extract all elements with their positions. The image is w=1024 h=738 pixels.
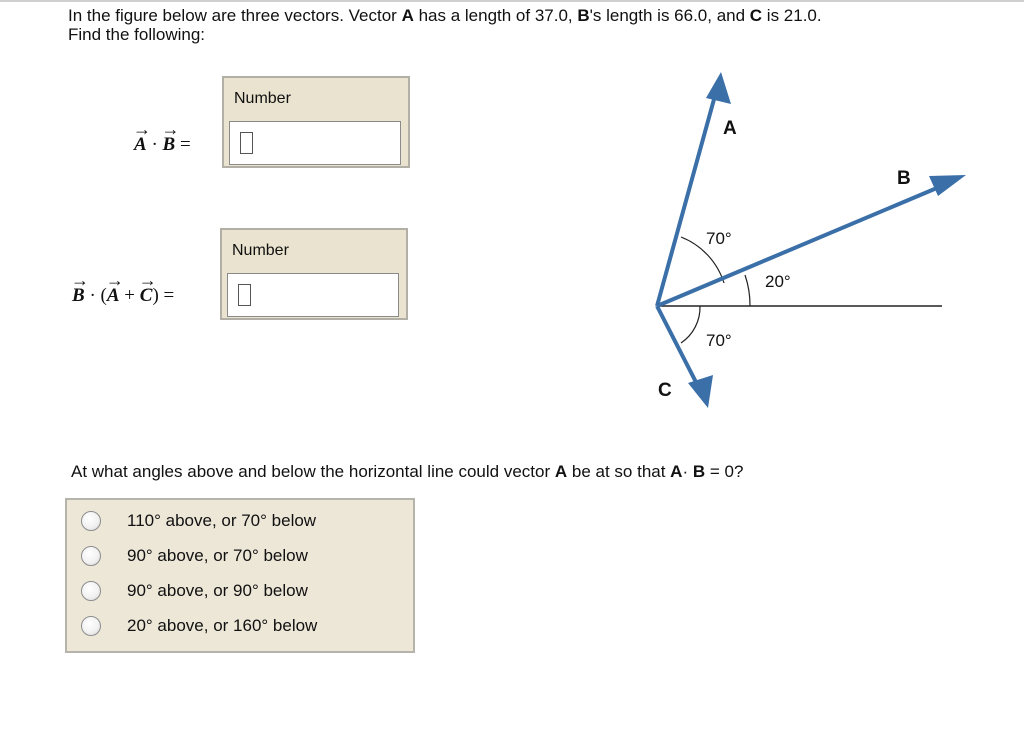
choice-option[interactable] — [81, 613, 317, 639]
radio-button-icon[interactable] — [81, 511, 101, 531]
vector-b-symbol: → B — [72, 285, 85, 307]
choice-option[interactable] — [81, 578, 308, 604]
choice-label: 90° above, or 90° below — [127, 581, 308, 600]
question-vector-b: B — [688, 462, 706, 481]
intro-text: has a length of 37.0, — [413, 6, 578, 25]
vector-arrows — [657, 92, 944, 390]
question-vector-a: A — [670, 462, 683, 481]
choice-label: 20° above, or 160° below — [127, 616, 318, 635]
vector-b-arrow — [657, 185, 944, 306]
question-dot: · — [682, 462, 689, 481]
radio-button-icon[interactable] — [81, 616, 101, 636]
choice-option[interactable] — [81, 543, 308, 569]
angle-arc-middle — [745, 275, 750, 306]
vector-b-arrowhead — [929, 175, 966, 196]
problem-line-2: Find the following: — [68, 25, 206, 44]
angle-label-middle: 20° — [765, 272, 791, 291]
label-vector-c: C — [658, 380, 672, 401]
label-vector-b: B — [897, 168, 911, 189]
intro-text: is 21.0. — [762, 6, 822, 25]
choices-panel — [65, 498, 415, 653]
label-vector-a: A — [723, 118, 737, 139]
question-text: At what angles above and below the horizontal line could vector — [71, 462, 555, 481]
intro-text: 's length is 66.0, and — [589, 6, 750, 25]
intro-vector-b: B — [577, 6, 590, 25]
dot-operator: · — [89, 285, 96, 306]
intro-text: In the figure below are three vectors. Vector — [68, 6, 402, 25]
intro-vector-a: A — [401, 6, 414, 25]
multiple-choice-question — [71, 462, 743, 482]
choice-option[interactable] — [81, 508, 316, 534]
question-text: = 0? — [705, 462, 744, 481]
number-label: Number — [234, 90, 291, 107]
intro-vector-c: C — [749, 6, 763, 25]
dot-operator: · — [151, 134, 158, 155]
vector-a-symbol: → A — [107, 285, 120, 307]
question-text: be at so that — [567, 462, 671, 481]
left-paren: ( — [100, 285, 107, 306]
equals-sign: = — [163, 285, 175, 306]
angle-label-upper: 70° — [706, 229, 732, 248]
vector-b-symbol: → B — [163, 134, 176, 156]
equals-sign: = — [179, 134, 191, 155]
number-label: Number — [232, 242, 289, 259]
choice-label: 110° above, or 70° below — [127, 511, 317, 530]
plus-operator: + — [124, 285, 135, 306]
vector-c-arrowhead — [688, 375, 713, 408]
vector-c-symbol: → C — [140, 285, 153, 307]
choice-label: 90° above, or 70° below — [127, 546, 308, 565]
vector-a-arrowhead — [706, 72, 731, 104]
vector-c-arrow — [657, 306, 700, 390]
vector-a-symbol: → A — [134, 134, 147, 156]
right-paren: ) — [152, 285, 159, 306]
radio-button-icon[interactable] — [81, 546, 101, 566]
vector-a-arrow — [657, 92, 716, 306]
angle-arc-lower — [681, 306, 700, 343]
question-vector-a: A — [554, 462, 568, 481]
angle-label-lower: 70° — [706, 331, 732, 350]
radio-button-icon[interactable] — [81, 581, 101, 601]
